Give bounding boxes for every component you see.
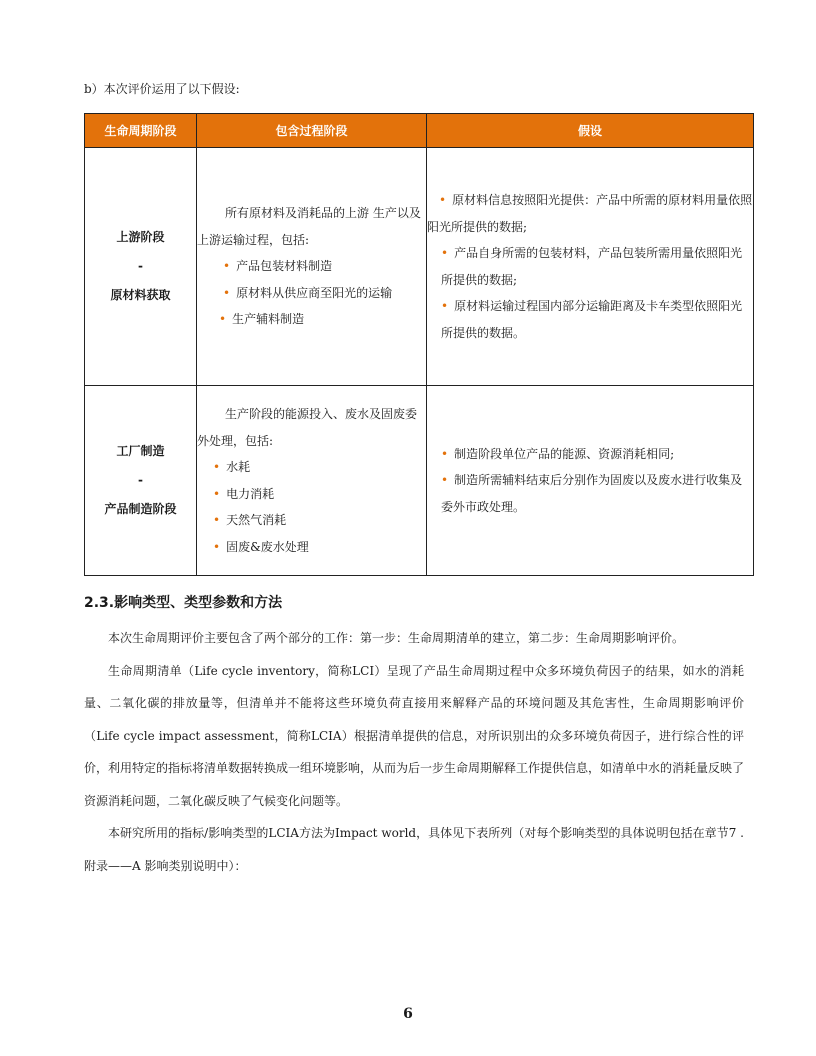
body-text [84,622,744,882]
stage-line: 原材料获取 [110,288,171,302]
process-intro: 所有原材料及消耗品的上游 生产以及上游运输过程，包括: [197,206,421,247]
paragraph: 本次生命周期评价主要包含了两个部分的工作：第一步：生命周期清单的建立，第二步：生命周期影响评价。 [108,631,685,645]
stage-cell [85,386,197,576]
intro-line: b）本次评价运用了以下假设: [84,82,240,96]
header-process-stage: 包含过程阶段 [197,114,427,148]
list-item: • 电力消耗 [213,486,275,501]
orange-bullet-icon: • [223,259,231,274]
assumption-cell [427,148,754,386]
list-item: • 原材料信息按照阳光提供：产品中所需的原材料用量依照阳光所提供的数据; [427,193,753,234]
stage-line: 工厂制造 [116,444,165,458]
assumptions-table [84,113,754,576]
section-title: 2.3.影响类型、类型参数和方法 [84,595,283,611]
table-row [85,386,754,576]
orange-bullet-icon: • [441,299,449,313]
orange-bullet-icon: • [441,473,449,488]
paragraph: 生命周期清单（Life cycle inventory，简称LCI）呈现了产品生命周期过程中众多环境负荷因子的结果，如水的消耗量、二氧化碳的排放量等，但清单并不能将这些环境负荷直接用来解释产品的环境问题及其危害性，生命周期影响评价 （Life cycle impact assessment，简称LCIA）根据清单提供的信息，对所识别出的众多环境负荷因子，进行综合性的评价，利用特定的指标将清单数据转换成一组环境影响，从而为后一步生命周期解释工作提供信息，如清单中水的消耗量反映了资源消耗问题，二氧化碳反映了气候变化问题等。 [84,663,745,808]
stage-line: - [138,473,143,487]
process-cell [197,386,427,576]
list-item: • 生产辅料制造 [219,312,305,327]
list-item: • 产品自身所需的包装材料，产品包装所需用量依照阳光所提供的数据; [441,246,743,287]
header-assumption: 假设 [427,114,754,148]
list-item: • 原材料运输过程国内部分运输距离及卡车类型依照阳光所提供的数据。 [441,299,743,340]
table-header-row [85,114,754,148]
orange-bullet-icon: • [213,513,221,527]
stage-line: 产品制造阶段 [104,502,177,516]
stage-cell [85,148,197,386]
list-item: • 制造所需辅料结束后分别作为固废以及废水进行收集及委外市政处理。 [441,473,743,514]
process-intro: 生产阶段的能源投入、废水及固废委外处理，包括: [197,407,418,448]
orange-bullet-icon: • [213,460,221,474]
header-lifecycle-stage: 生命周期阶段 [85,114,197,148]
orange-bullet-icon: • [439,193,447,207]
orange-bullet-icon: • [219,312,227,327]
list-item: • 水耗 [213,460,251,474]
orange-bullet-icon: • [213,486,221,501]
orange-bullet-icon: • [441,246,449,260]
list-item: • 制造阶段单位产品的能源、资源消耗相同; [441,446,675,461]
stage-line: 上游阶段 [116,230,165,244]
paragraph: 本研究所用的指标/影响类型的LCIA方法为Impact world，具体见下表所列（对每个影响类型的具体说明包括在章节7 . 附录——A 影响类别说明中）： [84,826,744,873]
table-row [85,148,754,386]
orange-bullet-icon: • [213,539,221,554]
assumption-cell [427,386,754,576]
orange-bullet-icon: • [223,285,231,300]
list-item: • 产品包装材料制造 [223,259,333,274]
stage-line: - [138,259,143,273]
list-item: • 固废&废水处理 [213,539,309,554]
list-item: • 天然气消耗 [213,513,287,527]
process-cell [197,148,427,386]
orange-bullet-icon: • [441,446,449,461]
page-number: 6 [403,1006,413,1022]
list-item: • 原材料从供应商至阳光的运输 [223,285,393,300]
